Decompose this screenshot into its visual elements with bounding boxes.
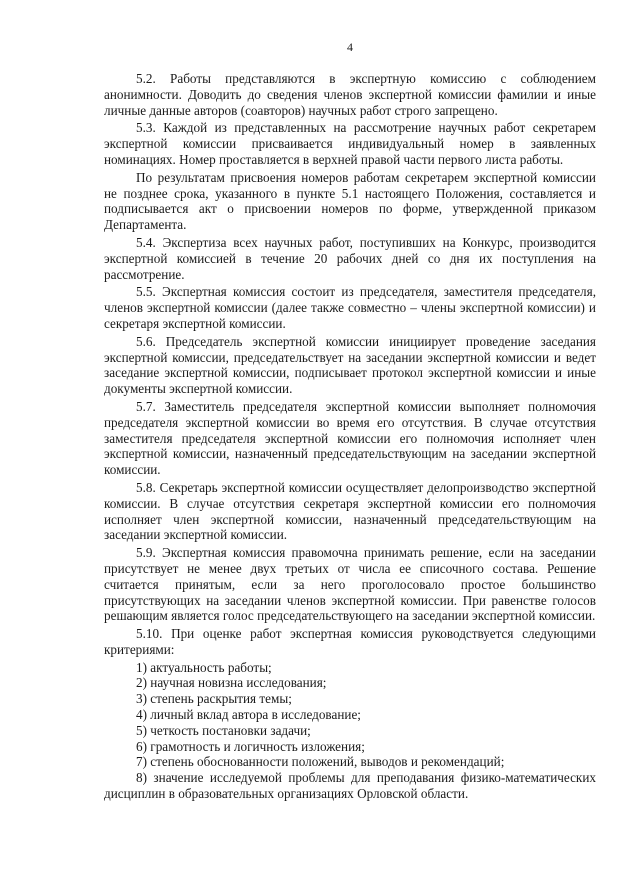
criteria-item: 1) актуальность работы; <box>136 659 272 675</box>
paragraph-5-3: 5.3. Каждой из представленных на рассмотрение научных работ секретарем экспертной комиссии присваивается индивидуальный номер в заявленных номинациях. Номер проставляется в верхней правой части первого листа работы. <box>104 120 596 167</box>
paragraph-5-10: 5.10. При оценке работ экспертная комиссия руководствуется следующими критериями: <box>104 626 596 657</box>
criteria-item: 7) степень обоснованности положений, выводов и рекомендаций; <box>136 754 505 770</box>
criteria-item: 5) четкость постановки задачи; <box>136 722 311 738</box>
criteria-item: 4) личный вклад автора в исследование; <box>136 707 361 723</box>
criteria-item: 6) грамотность и логичность изложения; <box>136 738 365 754</box>
paragraph-5-5: 5.5. Экспертная комиссия состоит из председателя, заместителя председателя, членов экспертной комиссии (далее также совместно – члены экспертной комиссии) и секретаря экспертной комиссии. <box>104 284 596 331</box>
criteria-item: 8) значение исследуемой проблемы для преподавания физико-математических дисциплин в образовательных организациях Орловской области. <box>104 770 596 802</box>
paragraph-5-4: 5.4. Экспертиза всех научных работ, поступивших на Конкурс, производится экспертной комиссией в течение 20 рабочих дней со дня их поступления на рассмотрение. <box>104 234 596 282</box>
criteria-item: 2) научная новизна исследования; <box>136 675 327 691</box>
paragraph-5-9: 5.9. Экспертная комиссия правомочна принимать решение, если на заседании присутствует не менее двух третьих от числа ее списочного состава. Решение считается принятым, если за него проголосовало простое большинство присутствующих на заседании членов экспертной комиссии. При равенстве голосов решающим является голос председательствующего на заседании экспертной комиссии. <box>104 545 596 624</box>
document-body <box>104 71 596 802</box>
paragraph-numbering-act: По результатам присвоения номеров работам секретарем экспертной комиссии не позднее срока, указанного в пункте 5.1 настоящего Положения, составляется и подписывается акт о присвоении номеров по форме, утвержденной приказом Департамента. <box>104 169 596 233</box>
criteria-item: 3) степень раскрытия темы; <box>136 691 292 707</box>
paragraph-5-6: 5.6. Председатель экспертной комиссии инициирует проведение заседания экспертной комиссии, председательствует на заседании экспертной комиссии и ведет заседание экспертной комиссии, подписывает протокол экспертной комиссии и иные документы экспертной комиссии. <box>104 333 596 397</box>
paragraph-5-2: 5.2. Работы представляются в экспертную комиссию с соблюдением анонимности. Доводить до сведения членов экспертной комиссии фамилии и иные личные данные авторов (соавторов) научных работ строго запрещено. <box>104 71 596 118</box>
page-number: 4 <box>347 40 353 54</box>
paragraph-5-8: 5.8. Секретарь экспертной комиссии осуществляет делопроизводство экспертной комиссии. В случае отсутствия секретаря экспертной комиссии его полномочия исполняет член экспертной комиссии, назначенный председательствующим на заседании экспертной комиссии. <box>104 479 596 543</box>
paragraph-5-7: 5.7. Заместитель председателя экспертной комиссии выполняет полномочия председателя экспертной комиссии во время его отсутствия. В случае отсутствия заместителя председателя экспертной комиссии его полномочия исполняет член экспертной комиссии, назначенный председательствующим на заседании экспертной комиссии. <box>104 398 596 478</box>
criteria-list <box>104 660 596 802</box>
